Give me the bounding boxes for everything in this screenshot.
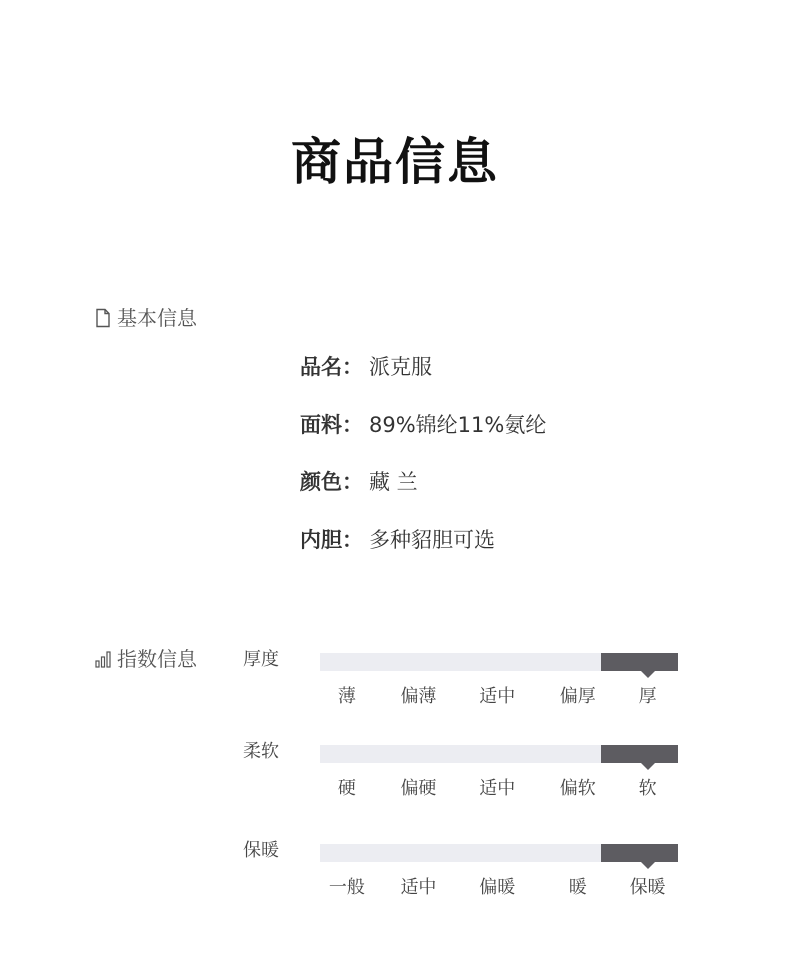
scale-label: 厚	[638, 686, 657, 707]
info-value: 多种貂胆可选	[369, 528, 495, 552]
info-label: 内胆：	[300, 528, 363, 552]
scale-label: 软	[638, 778, 657, 799]
scale-label: 偏硬	[400, 778, 437, 799]
info-row-color	[300, 468, 418, 496]
scale-label: 薄	[337, 686, 356, 707]
scale-label: 保暖	[629, 877, 666, 898]
scale-label: 暖	[568, 877, 587, 898]
basic-info-heading-text: 基本信息	[117, 306, 197, 330]
scale-label: 偏暖	[479, 877, 516, 898]
metric-scale-warmth	[320, 876, 678, 900]
info-row-name	[300, 353, 432, 381]
scale-label: 一般	[328, 877, 365, 898]
metric-label-thickness: 厚度	[243, 649, 279, 670]
metric-bar-fill	[601, 653, 678, 671]
page-title: 商品信息	[291, 133, 499, 191]
index-info-heading	[95, 647, 197, 671]
info-value: 89%锦纶11%氨纶	[369, 413, 547, 437]
info-row-fabric	[300, 411, 546, 439]
metric-bar-fill	[601, 844, 678, 862]
document-icon	[95, 307, 113, 329]
scale-label: 适中	[479, 686, 516, 707]
info-value: 派克服	[369, 355, 432, 379]
metric-bar-thickness	[320, 653, 678, 671]
info-row-lining	[300, 526, 495, 554]
info-label: 品名：	[300, 355, 363, 379]
metric-pointer	[641, 862, 655, 869]
metric-pointer	[641, 763, 655, 770]
metric-label-warmth: 保暖	[243, 840, 279, 861]
scale-label: 适中	[479, 778, 516, 799]
metric-scale-thickness	[320, 685, 678, 709]
metric-label-softness: 柔软	[243, 741, 279, 762]
scale-label: 硬	[337, 778, 356, 799]
bar-chart-icon	[95, 648, 113, 670]
metric-pointer	[641, 671, 655, 678]
scale-label: 偏薄	[400, 686, 437, 707]
index-info-heading-text: 指数信息	[117, 647, 197, 671]
scale-label: 偏软	[559, 778, 596, 799]
metric-bar-fill	[601, 745, 678, 763]
metric-bar-warmth	[320, 844, 678, 862]
info-label: 颜色：	[300, 470, 363, 494]
info-label: 面料：	[300, 413, 363, 437]
metric-bar-softness	[320, 745, 678, 763]
metric-scale-softness	[320, 777, 678, 801]
basic-info-heading	[95, 306, 197, 330]
info-value: 藏 兰	[369, 470, 418, 494]
scale-label: 适中	[400, 877, 437, 898]
scale-label: 偏厚	[559, 686, 596, 707]
